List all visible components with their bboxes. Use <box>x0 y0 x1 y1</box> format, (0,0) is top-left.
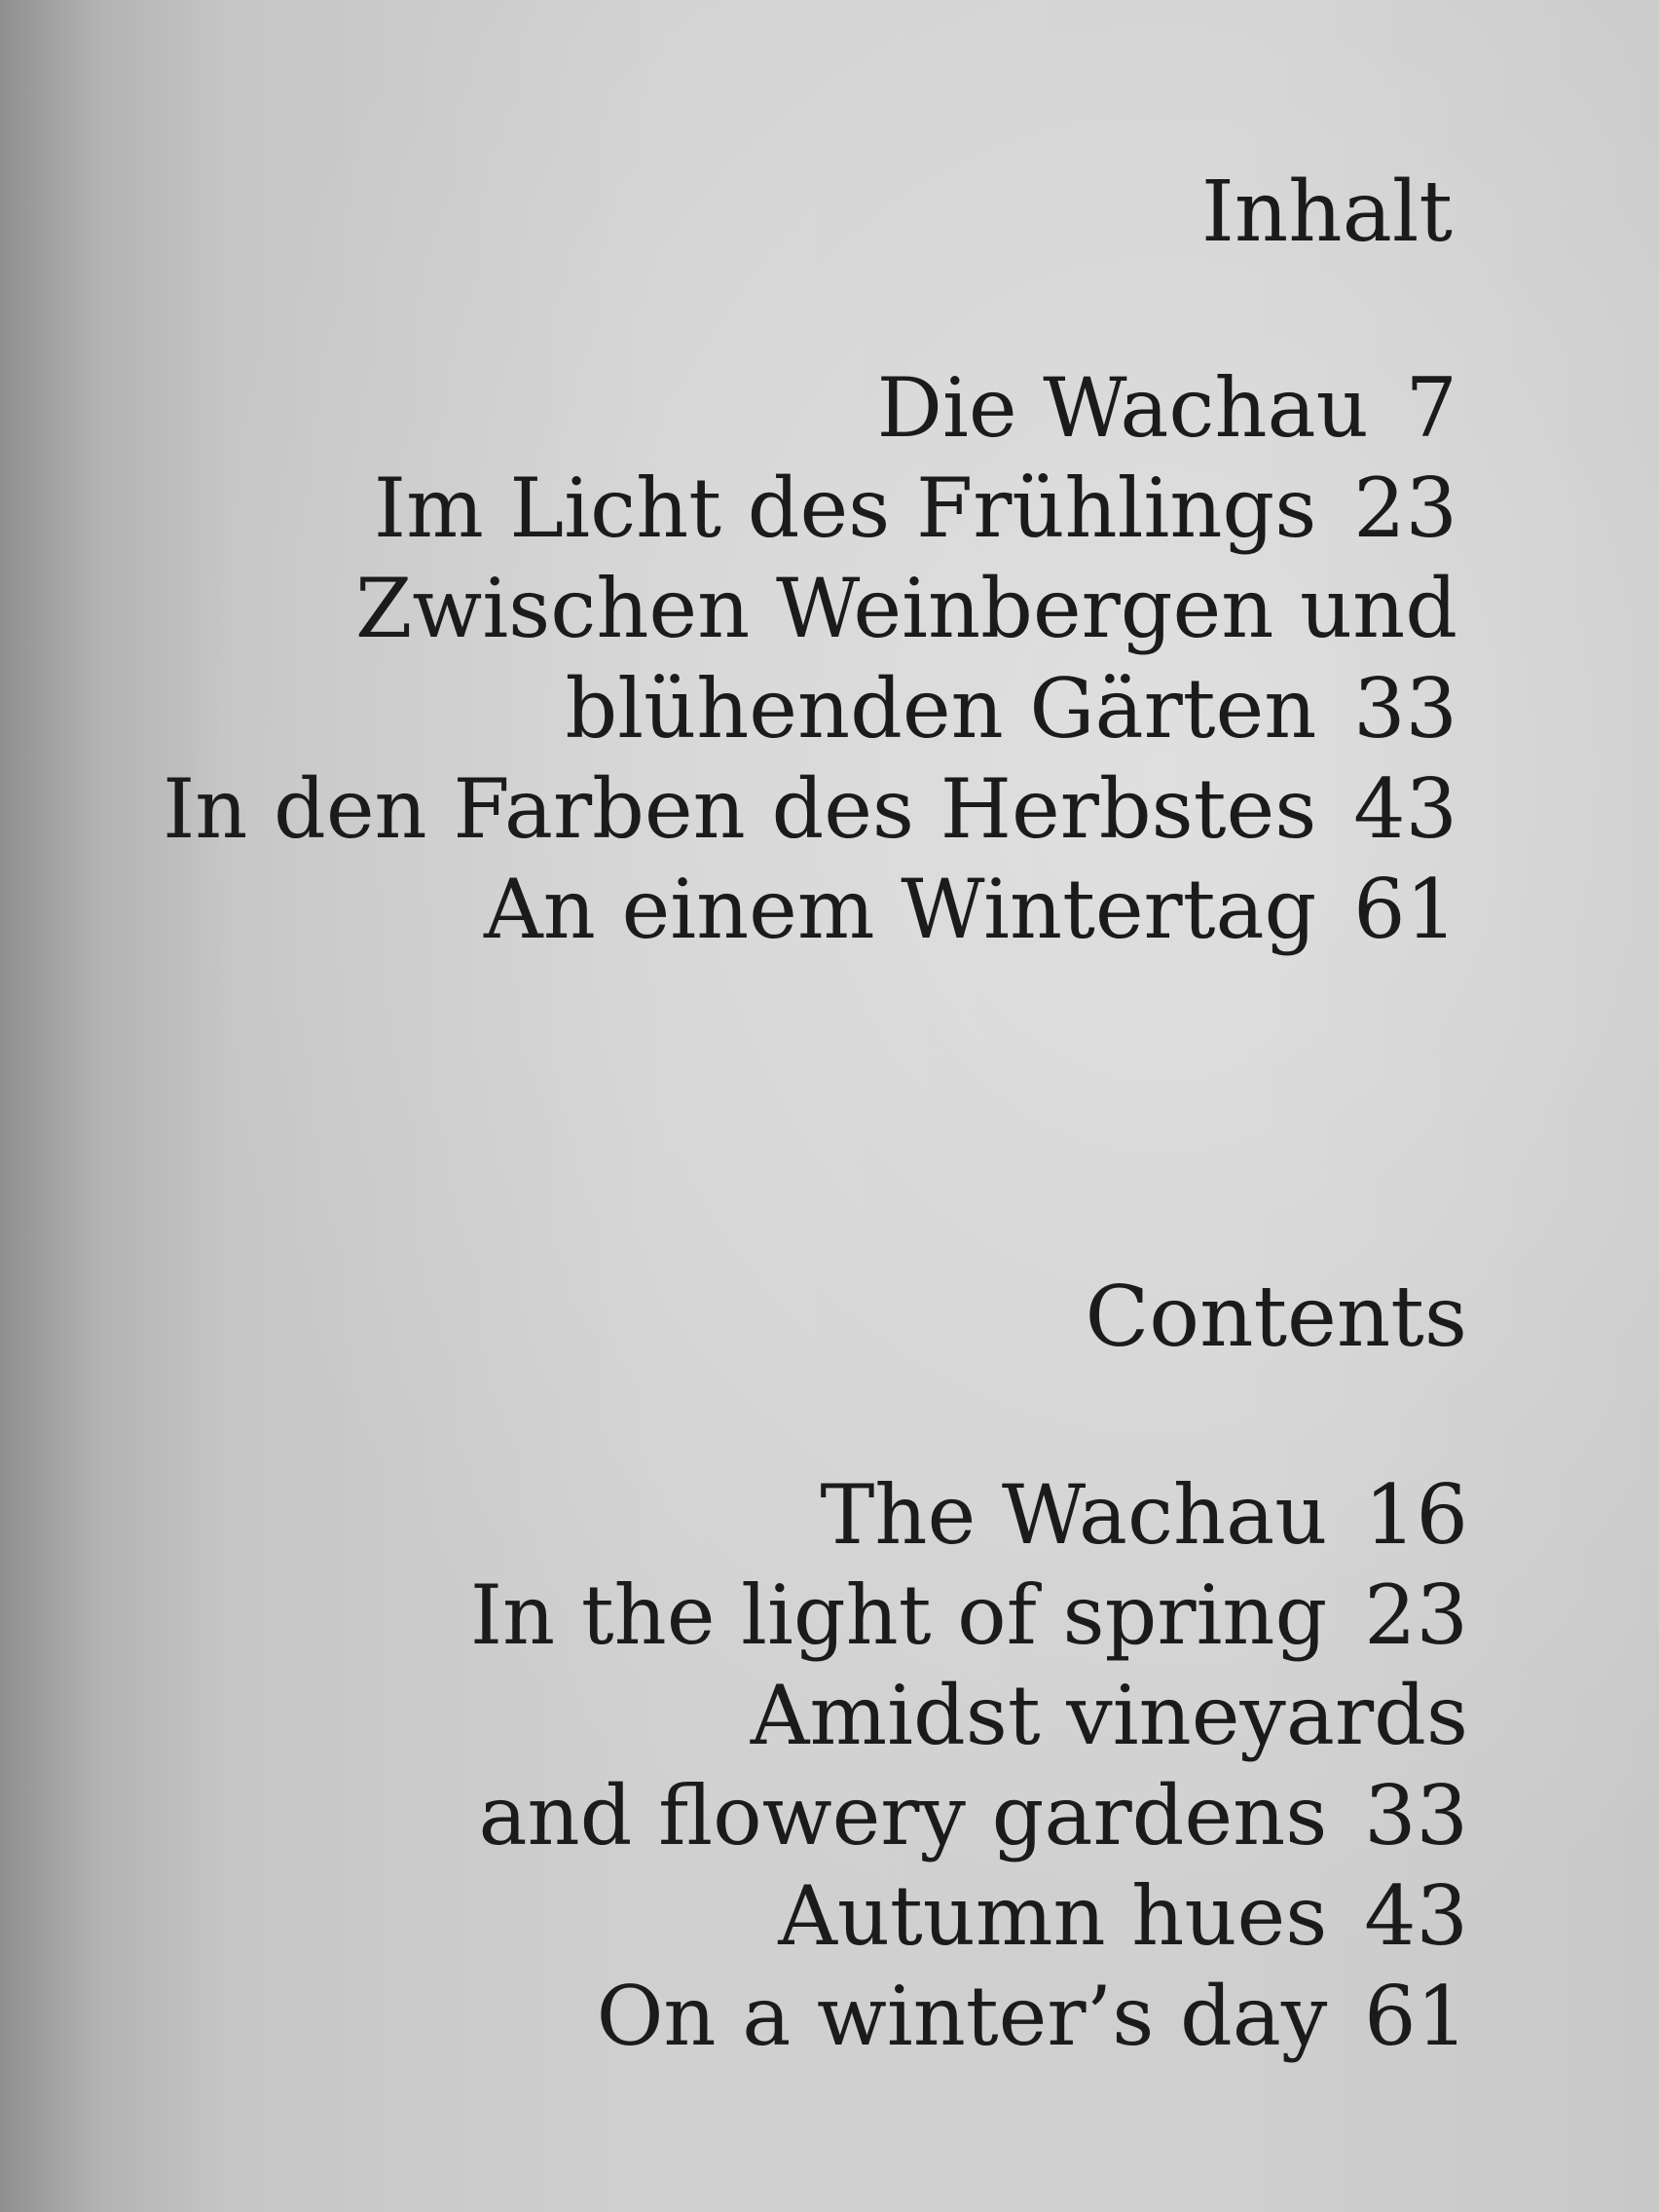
toc-entry-in-the-light-of-spring <box>470 1566 1468 1666</box>
toc-entry-title: In den Farben des Herbstes <box>163 761 1317 857</box>
toc-entry-title: The Wachau <box>820 1467 1328 1563</box>
toc-entry-amidst-vineyards <box>470 1666 1468 1866</box>
toc-entry-page: 43 <box>1364 1868 1468 1964</box>
toc-entry-an-einem-wintertag <box>163 860 1457 960</box>
toc-entry-title: Im Licht des Frühlings <box>373 461 1317 556</box>
toc-entry-on-a-winters-day <box>470 1967 1468 2067</box>
toc-entry-page: 16 <box>1364 1467 1468 1563</box>
toc-entry-the-wachau <box>470 1465 1468 1566</box>
toc-entry-im-licht-des-fruehlings <box>163 459 1457 559</box>
toc-entry-zwischen-weinbergen <box>163 559 1457 759</box>
contents-heading: Contents <box>1085 1269 1467 1366</box>
toc-entry-title: In the light of spring <box>469 1567 1328 1663</box>
toc-entry-page: 23 <box>1364 1567 1468 1663</box>
toc-entry-title: Die Wachau <box>876 360 1369 456</box>
toc-entry-title: An einem Wintertag <box>484 862 1317 957</box>
inhalt-heading: Inhalt <box>1200 164 1453 261</box>
toc-entry-page: 7 <box>1405 360 1457 456</box>
toc-entry-title-continued: blühenden Gärten <box>565 661 1317 756</box>
toc-entry-die-wachau <box>163 358 1457 459</box>
toc-entry-in-den-farben-des-herbstes <box>163 759 1457 860</box>
toc-entry-page: 23 <box>1353 461 1457 556</box>
toc-entry-title: Zwischen Weinbergen und <box>355 561 1457 656</box>
toc-entry-title: Amidst vineyards <box>750 1668 1468 1763</box>
toc-entry-page: 61 <box>1353 862 1457 957</box>
toc-entry-page: 61 <box>1364 1969 1468 2064</box>
toc-entry-page: 33 <box>1364 1768 1468 1863</box>
toc-entry-title-continued: and flowery gardens <box>478 1768 1328 1863</box>
toc-entry-page: 33 <box>1353 661 1457 756</box>
toc-entry-page: 43 <box>1353 761 1457 857</box>
inhalt-toc <box>163 358 1457 960</box>
contents-toc <box>470 1465 1468 2067</box>
toc-entry-title: On a winter’s day <box>596 1969 1328 2064</box>
toc-entry-autumn-hues <box>470 1866 1468 1967</box>
toc-entry-title: Autumn hues <box>778 1868 1328 1964</box>
